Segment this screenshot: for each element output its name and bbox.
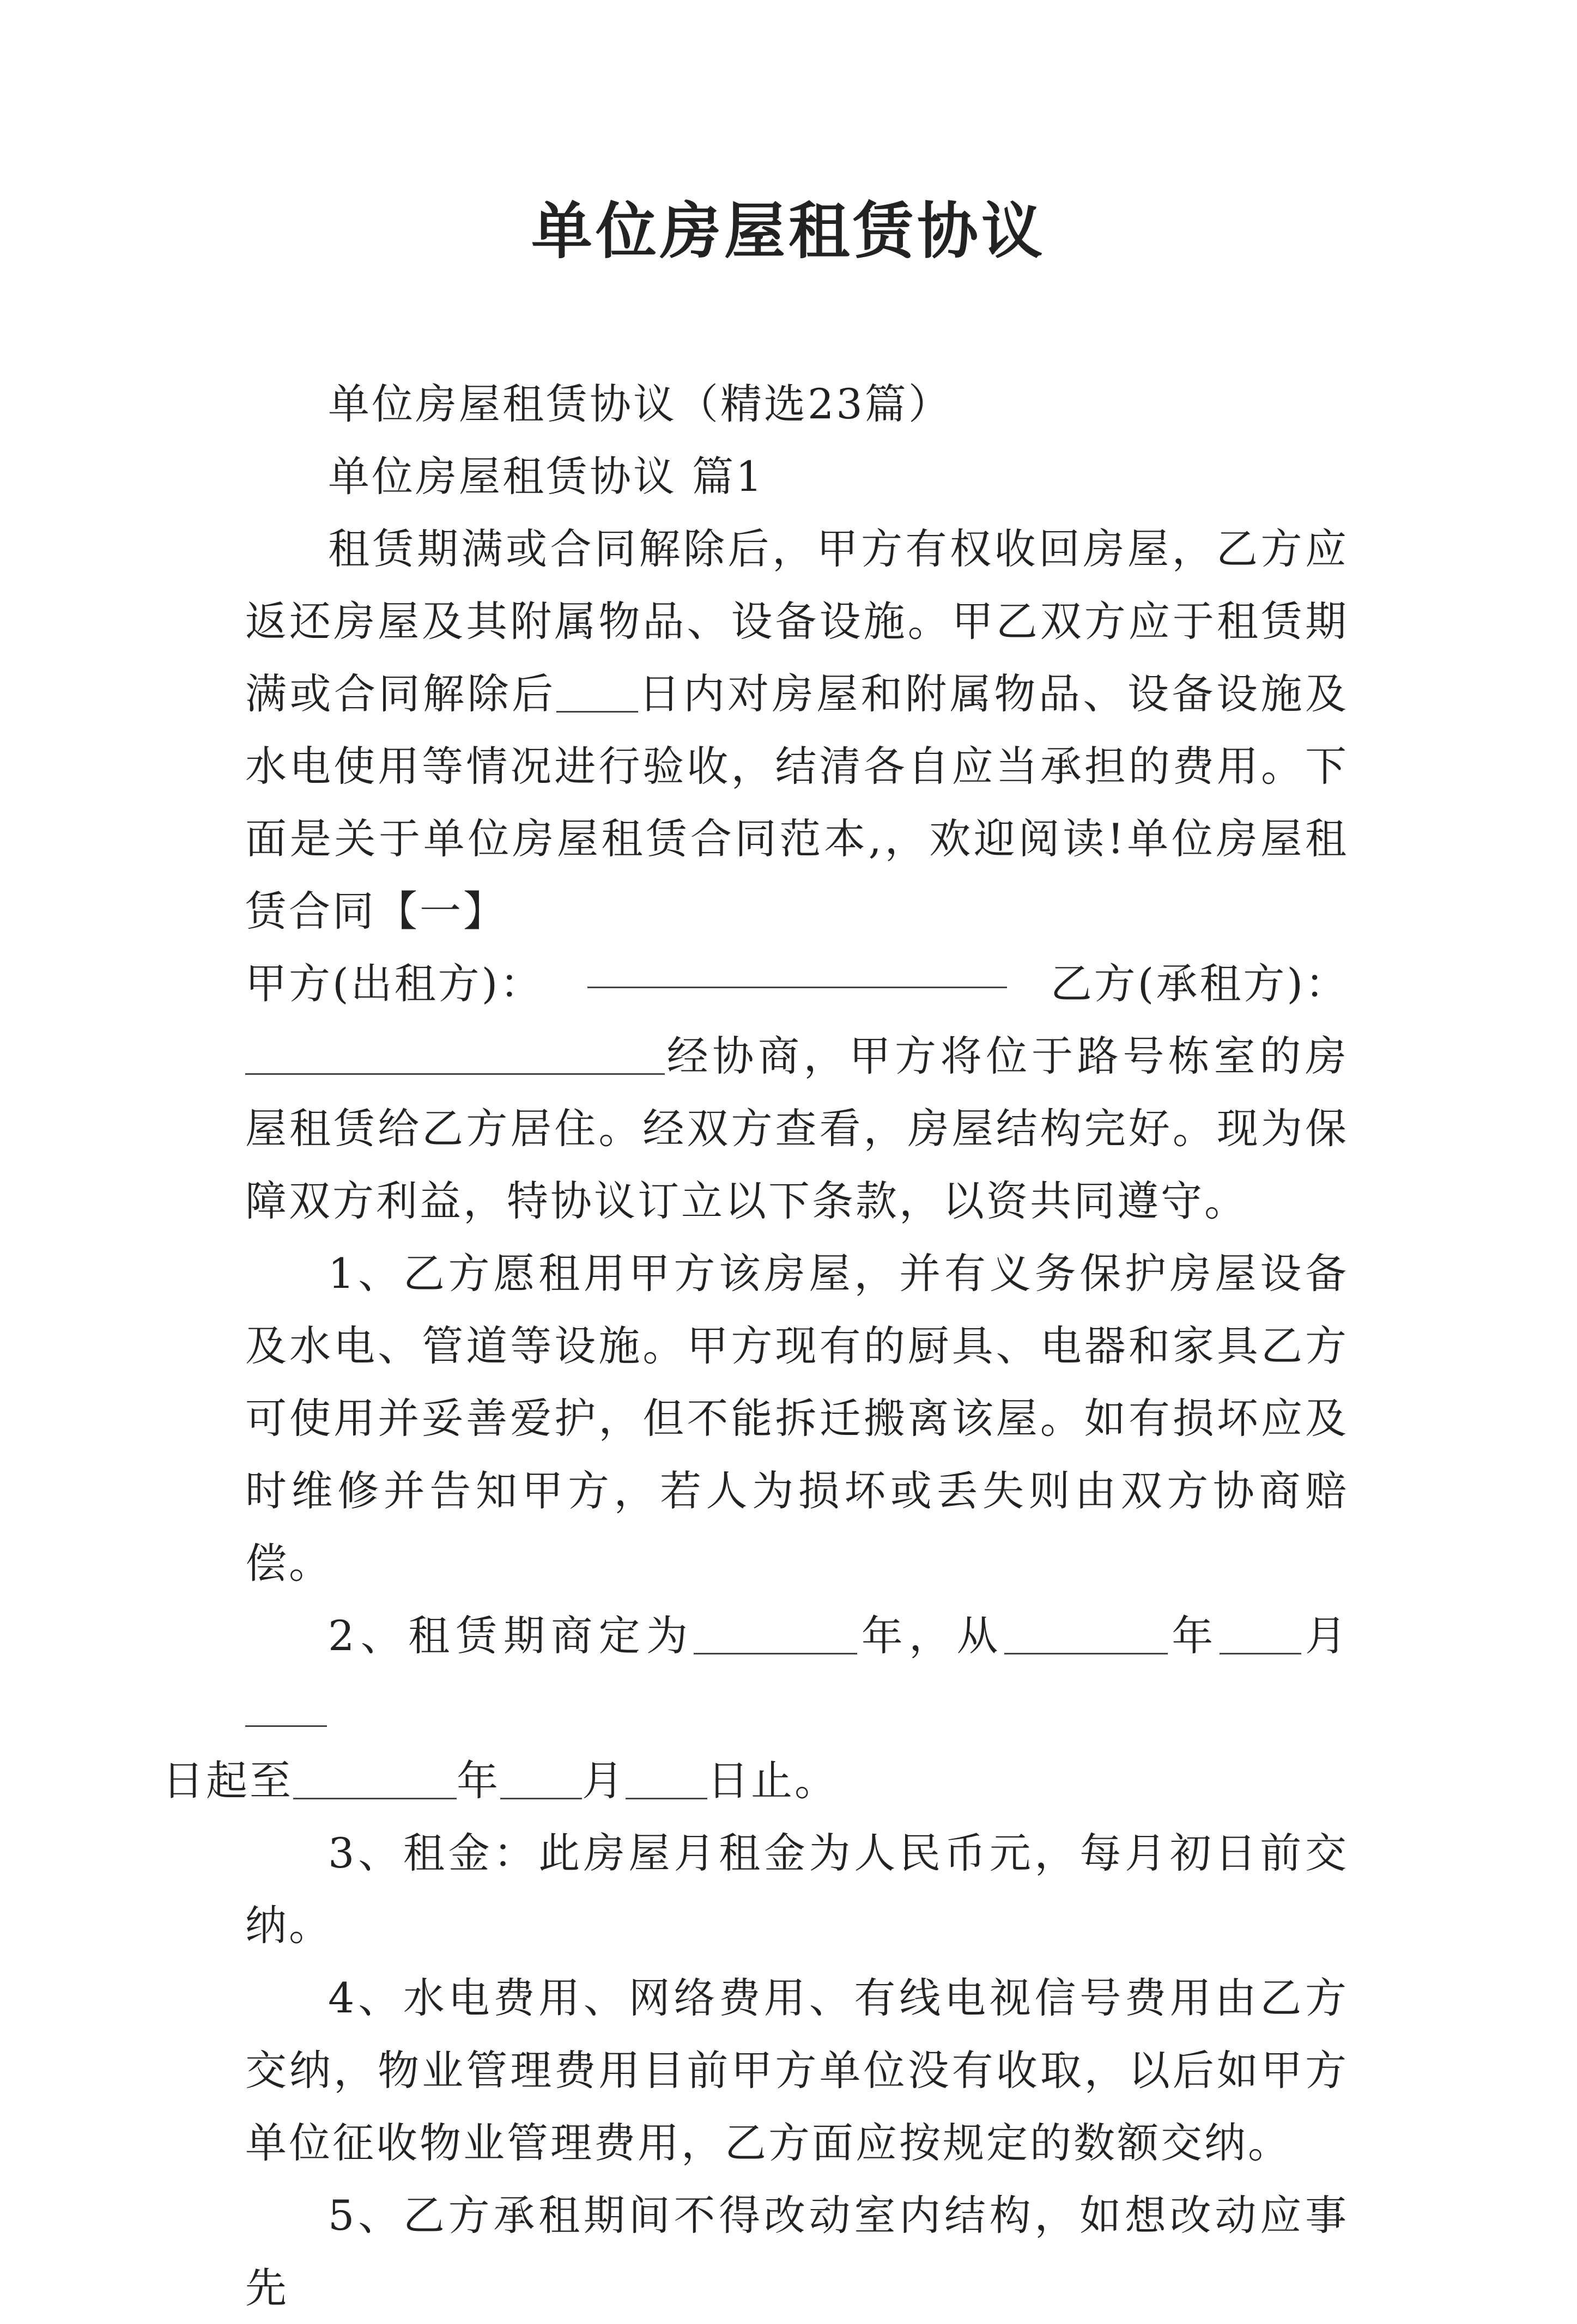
clause-2-text-c: 年: [1167, 1611, 1220, 1660]
paragraph-agreement-text: 经协商，甲方将位于路号栋室的房屋租赁给乙方居住。经双方查看，房屋结构完好。现为保障双方利益，特协议订立以下条款，以资共同遵守。: [245, 1032, 1349, 1225]
clause-2-text-g: 月: [582, 1756, 626, 1805]
paragraph-agreement: [245, 1020, 1349, 1237]
blank-days: [556, 671, 638, 712]
blank-start-year: [1004, 1613, 1168, 1654]
document-title: 单位房屋租赁协议: [531, 196, 1046, 267]
clause-5: 5、乙方承租期间不得改动室内结构，如想改动应事先: [245, 2191, 1349, 2312]
clause-2-text-a: 2、租赁期商定为: [328, 1611, 694, 1660]
blank-end-month: [500, 1758, 582, 1799]
clause-2-text-b: 年，从: [857, 1611, 1004, 1660]
clause-1: 1、乙方愿租用甲方该房屋，并有义务保护房屋设备及水电、管道等设施。甲方现有的厨具、电器和家具乙方可使用并妥善爱护，但不能拆迁搬离该屋。如有损坏应及时维修并告知甲方，若人为损坏或丢失则由双方协商赔偿。: [245, 1249, 1349, 1587]
blank-start-day: [245, 1686, 327, 1726]
blank-term-years: [694, 1613, 857, 1654]
blank-start-month: [1220, 1613, 1301, 1654]
section-heading: 单位房屋租赁协议 篇1: [328, 452, 765, 501]
paragraph-intro: [245, 513, 1349, 947]
paragraph-intro-part1: 租赁期满或合同解除后，甲方有权收回房屋，乙方应返还房屋及其附属物品、设备设施。甲乙双方应于租赁期满或合同解除后: [245, 525, 1349, 718]
paragraph-intro-part2: 日内对房屋和附属物品、设备设施及水电使用等情况进行验收，结清各自应当承担的费用。下面是关于单位房屋租赁合同范本,，欢迎阅读!单位房屋租赁合同【一】: [245, 670, 1349, 935]
clause-2-text-h: 日止。: [707, 1756, 838, 1805]
document-body: [162, 368, 1349, 2324]
parties-line: [245, 947, 1349, 1020]
clause-2: [162, 1599, 1349, 1817]
blank-end-year: [293, 1758, 457, 1799]
party-b-label: 乙方(承租方)：: [1050, 959, 1349, 1008]
party-a-label: 甲方(出租方)：: [245, 959, 544, 1008]
clause-2-text-e: 日起至: [162, 1756, 293, 1805]
blank-party-a: [587, 947, 1007, 988]
subtitle: 单位房屋租赁协议（精选23篇）: [328, 380, 952, 428]
clause-2-text-f: 年: [457, 1756, 500, 1805]
blank-party-b: [245, 1033, 665, 1074]
blank-end-day: [626, 1758, 707, 1799]
clause-4: 4、水电费用、网络费用、有线电视信号费用由乙方交纳，物业管理费用目前甲方单位没有收取，以后如甲方单位征收物业管理费用，乙方面应按规定的数额交纳。: [245, 1974, 1349, 2167]
clause-2-text-d: 月: [1301, 1611, 1349, 1660]
clause-3: 3、租金：此房屋月租金为人民币元，每月初日前交纳。: [245, 1829, 1349, 1950]
